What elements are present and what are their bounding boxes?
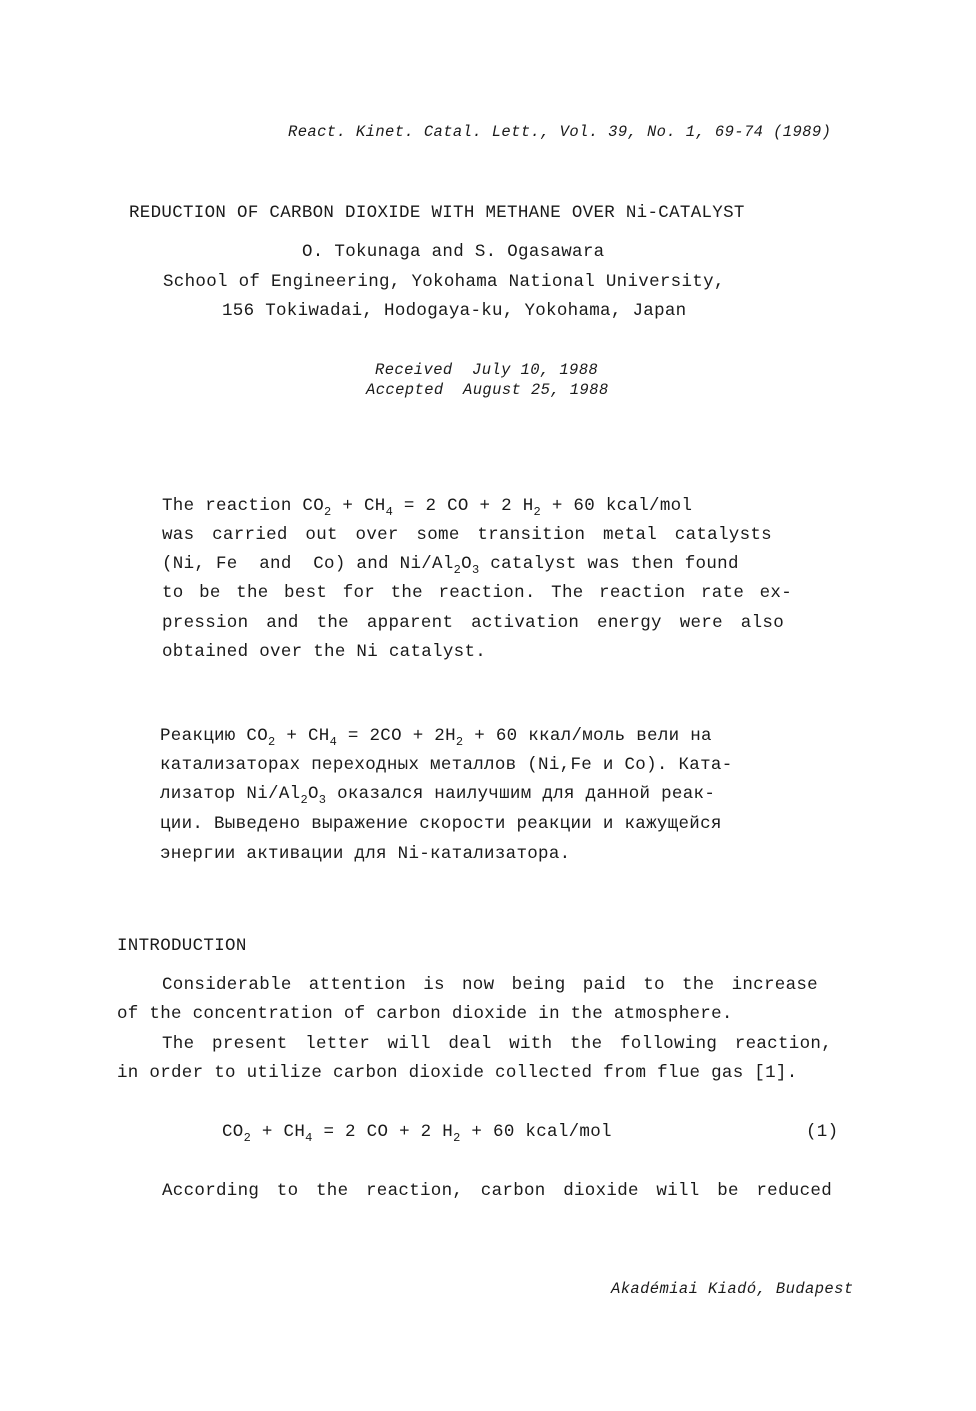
abstract-ru-line-3: лизатор $Ni/Al_2O_3$ оказался наилучшим для данной реак- — [160, 784, 716, 807]
abstract-en-line-3: (Ni, Fe and Co) and $Ni/Al_2O_3$ catalyst was then found — [162, 554, 739, 577]
abstract-en-line-1: The reaction $CO_2 + CH_4 = 2$ CO + 2 $H_2 + 60$ kcal/mol — [162, 496, 693, 519]
abstract-en-line-4: to be the best for the reaction. The reaction rate ex- — [162, 583, 792, 603]
affiliation-line-2: 156 Tokiwadai, Hodogaya-ku, Yokohama, Japan — [222, 301, 687, 321]
intro-paragraph-2-line-1: The present letter will deal with the following reaction, — [162, 1034, 832, 1054]
intro-paragraph-3-line-1: According to the reaction, carbon dioxide will be reduced — [162, 1181, 832, 1201]
intro-paragraph-2-line-2: in order to utilize carbon dioxide collected from flue gas [1]. — [117, 1063, 798, 1083]
abstract-en-line-2: was carried out over some transition metal catalysts — [162, 525, 772, 545]
equation-1: $CO_2 + CH_4 = 2$ CO + 2 $H_2 + 60$ kcal/mol — [222, 1122, 612, 1145]
abstract-en-line-6: obtained over the Ni catalyst. — [162, 642, 487, 662]
intro-paragraph-1-line-1: Considerable attention is now being paid to the increase — [162, 975, 818, 995]
publisher-footer: Akadémiai Kiadó, Budapest — [611, 1280, 854, 1298]
authors: O. Tokunaga and S. Ogasawara — [302, 242, 605, 262]
received-date: Received July 10, 1988 — [375, 361, 599, 379]
abstract-ru-line-2: катализаторах переходных металлов (Ni,Fe и Co). Ката- — [160, 755, 733, 775]
section-heading-introduction: INTRODUCTION — [117, 936, 247, 956]
affiliation-line-1: School of Engineering, Yokohama National University, — [163, 272, 725, 292]
abstract-ru-line-1: Реакцию $CO_2 + CH_4 = 2CO + 2H_2 + 60$ ккал/моль вели на — [160, 726, 712, 749]
equation-number: (1) — [806, 1122, 839, 1142]
abstract-ru-line-4: ции. Выведено выражение скорости реакции и кажущейся — [160, 814, 722, 834]
abstract-ru-line-5: энергии активации для Ni-катализатора. — [160, 844, 571, 864]
intro-paragraph-1-line-2: of the concentration of carbon dioxide in the atmosphere. — [117, 1004, 733, 1024]
journal-citation: React. Kinet. Catal. Lett., Vol. 39, No. 1, 69-74 (1989) — [288, 123, 832, 141]
paper-title: REDUCTION OF CARBON DIOXIDE WITH METHANE OVER Ni-CATALYST — [129, 203, 745, 223]
accepted-date: Accepted August 25, 1988 — [366, 381, 609, 399]
abstract-en-line-5: pression and the apparent activation energy were also — [162, 613, 784, 633]
